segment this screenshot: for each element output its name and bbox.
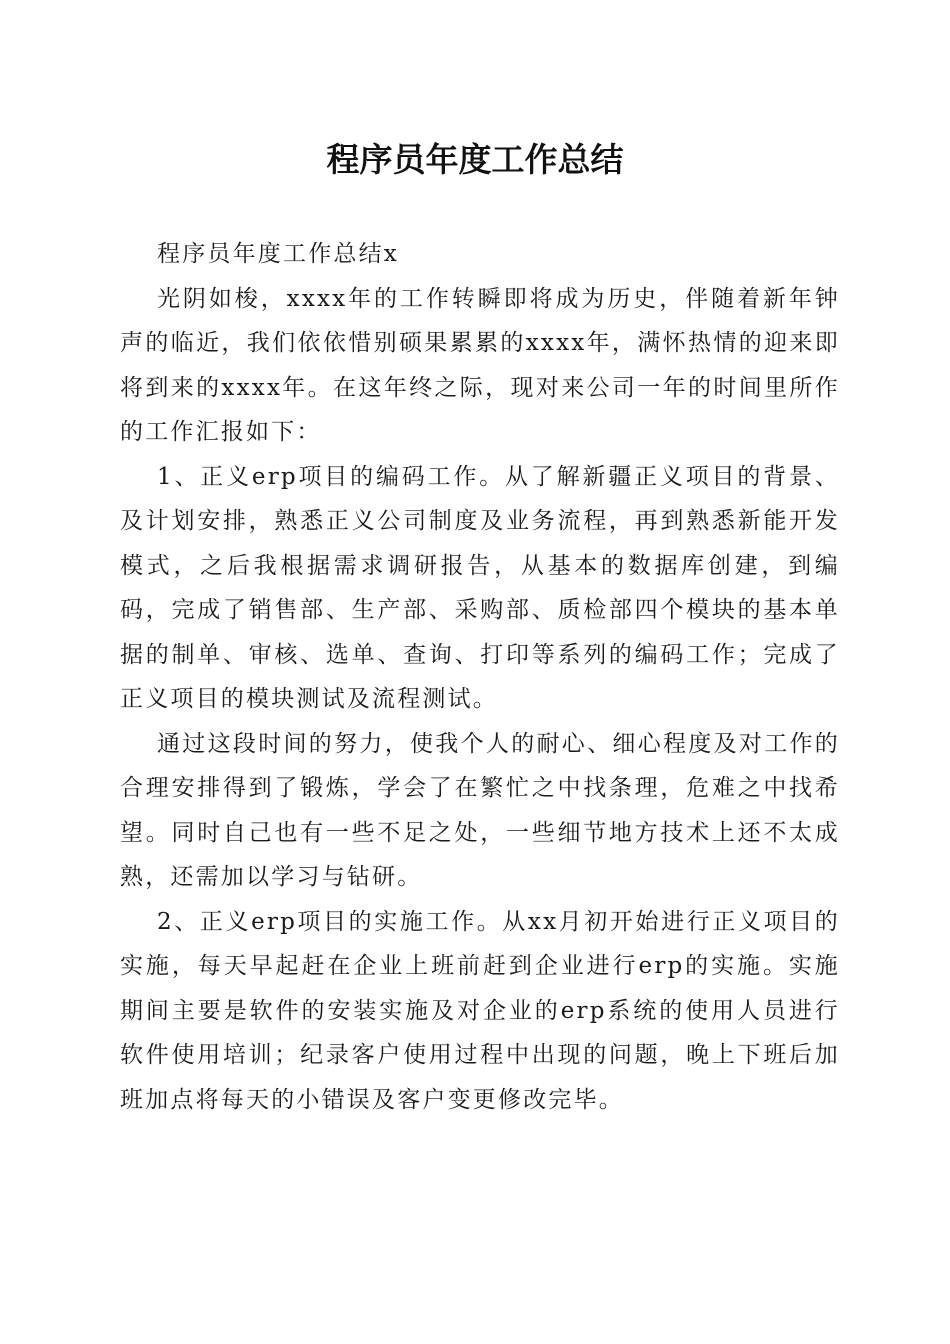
paragraph-item-2: 2、正义erp项目的实施工作。从xx月初开始进行正义项目的实施，每天早起赶在企业上班前赶到企业进行erp的实施。实施期间主要是软件的安装实施及对企业的erp系统的使用人员进行软件使用培训；纪录客户使用过程中出现的问题，晚上下班后加班加点将每天的小错误及客户变更修改完毕。 (120, 908, 840, 1113)
document-title: 程序员年度工作总结 (326, 140, 624, 179)
paragraph-intro: 光阴如梭，xxxx年的工作转瞬即将成为历史，伴随着新年钟声的临近，我们依依惜别硕果累累的xxxx年，满怀热情的迎来即将到来的xxxx年。在这年终之际，现对来公司一年的时间里所作的工作汇报如下： (120, 285, 840, 445)
document-body (120, 232, 840, 1122)
paragraph-reflection: 通过这段时间的努力，使我个人的耐心、细心程度及对工作的合理安排得到了锻炼，学会了在繁忙之中找条理，危难之中找希望。同时自己也有一些不足之处，一些细节地方技术上还不太成熟，还需加以学习与钻研。 (120, 730, 840, 890)
paragraph-item-1: 1、正义erp项目的编码工作。从了解新疆正义项目的背景、及计划安排，熟悉正义公司制度及业务流程，再到熟悉新能开发模式，之后我根据需求调研报告，从基本的数据库创建，到编码，完成了销售部、生产部、采购部、质检部四个模块的基本单据的制单、审核、选单、查询、打印等系列的编码工作；完成了正义项目的模块测试及流程测试。 (120, 463, 840, 712)
paragraph-subtitle: 程序员年度工作总结x (157, 241, 399, 267)
